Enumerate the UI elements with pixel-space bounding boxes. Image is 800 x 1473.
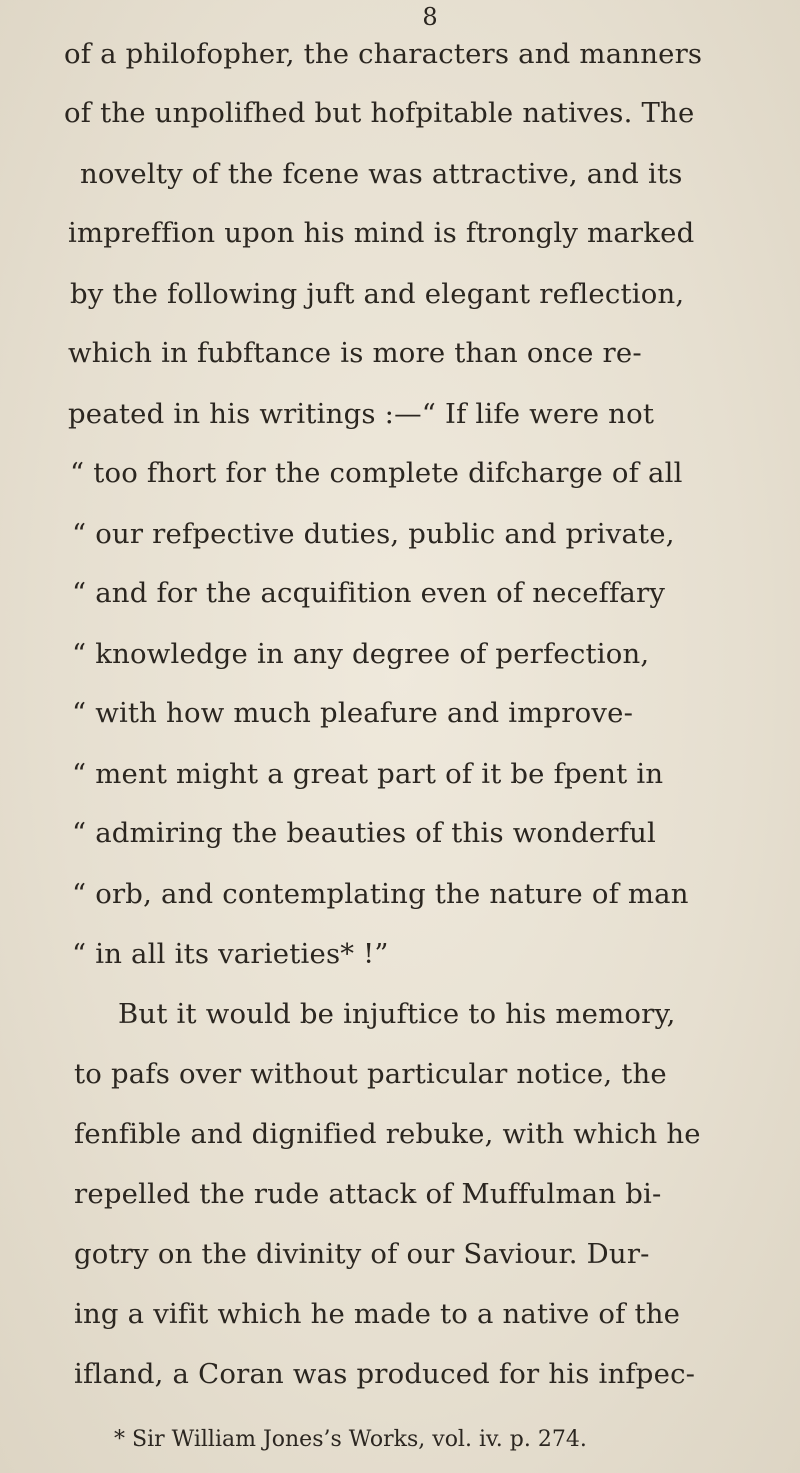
text-line-11: “ knowledge in any degree of perfection,	[72, 638, 650, 670]
page-number: 8	[422, 3, 438, 31]
text-line-14: “ admiring the beauties of this wonderful	[72, 817, 657, 849]
text-line-8: “ too fhort for the complete difcharge of all	[70, 457, 683, 489]
text-line-3: novelty of the fcene was attractive, and its	[80, 158, 683, 190]
text-line-16: “ in all its varieties* !”	[72, 938, 389, 970]
text-line-20: repelled the rude attack of Muffulman bi-	[74, 1178, 662, 1210]
text-line-12: “ with how much pleafure and improve-	[72, 697, 634, 729]
text-line-10: “ and for the acquifition even of neceffary	[72, 577, 666, 609]
text-line-21: gotry on the divinity of our Saviour. Dur-	[74, 1238, 650, 1270]
footnote: * Sir William Jones’s Works, vol. iv. p. 274.	[114, 1427, 587, 1452]
text-line-19: fenfible and dignified rebuke, with which he	[74, 1118, 701, 1150]
text-line-9: “ our refpective duties, public and private,	[72, 518, 675, 550]
text-line-13: “ ment might a great part of it be fpent in	[72, 758, 664, 790]
text-line-17: But it would be injuftice to his memory,	[118, 998, 676, 1030]
text-line-15: “ orb, and contemplating the nature of man	[72, 878, 689, 910]
text-line-2: of the unpolifhed but hofpitable natives. The	[64, 97, 695, 129]
text-line-18: to pafs over without particular notice, the	[74, 1058, 667, 1090]
text-line-5: by the following juft and elegant reflection,	[70, 278, 685, 310]
text-line-6: which in fubftance is more than once re-	[68, 337, 642, 369]
text-line-23: ifland, a Coran was produced for his infpec-	[74, 1358, 696, 1390]
text-line-4: impreffion upon his mind is ftrongly marked	[68, 217, 695, 249]
text-line-1: of a philofopher, the characters and manners	[64, 38, 703, 70]
text-line-22: ing a vifit which he made to a native of the	[74, 1298, 681, 1330]
text-line-7: peated in his writings :—“ If life were not	[68, 398, 655, 430]
